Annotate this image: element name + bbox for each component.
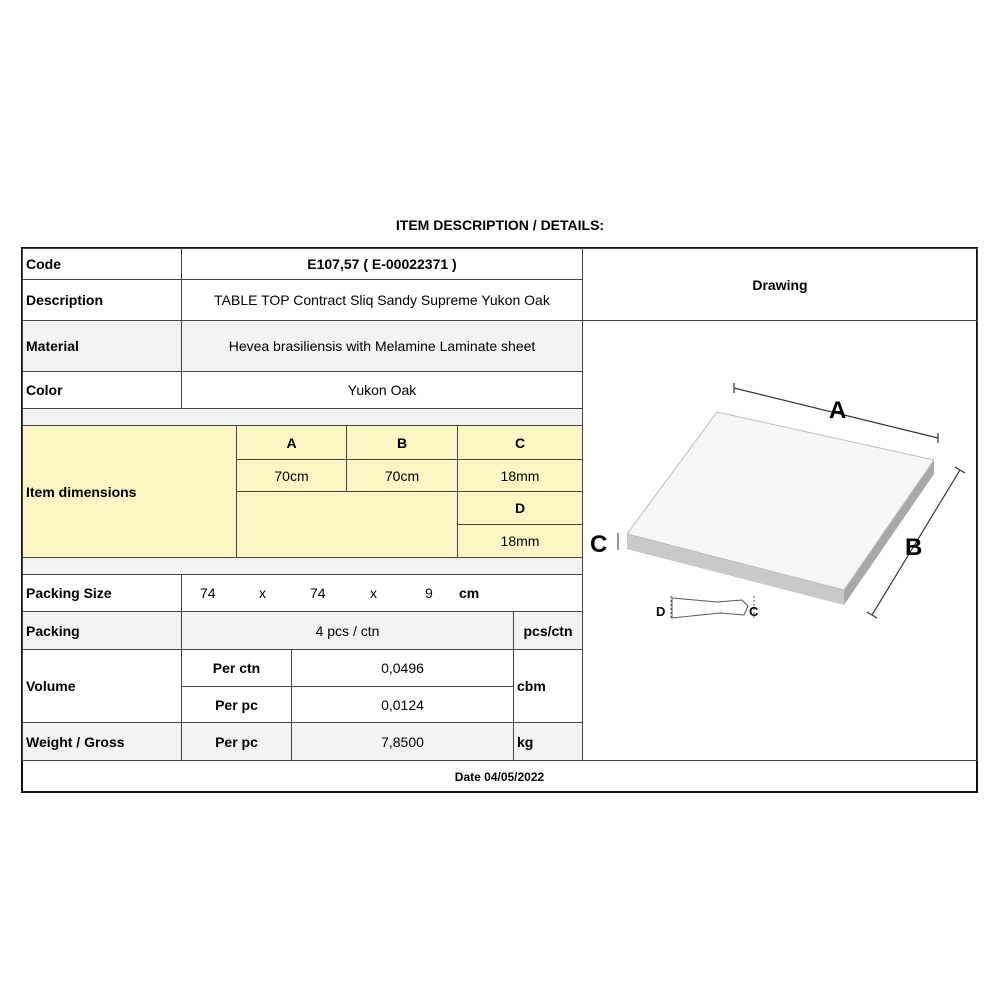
item-dimensions-label: Item dimensions [22, 425, 237, 558]
description-label: Description [22, 279, 182, 321]
footer-date: Date 04/05/2022 [454, 769, 545, 784]
packing-size-x1: x [259, 585, 266, 601]
weight-per-pc-label: Per pc [181, 722, 292, 761]
spacer-row-2 [22, 557, 583, 575]
dim-a-value: 70cm [236, 459, 347, 492]
dim-c-header: C [457, 425, 583, 460]
drawing-label-b: B [905, 534, 923, 561]
spacer-row [22, 408, 583, 426]
table-top-slab [627, 412, 934, 605]
color-value: Yukon Oak [181, 371, 583, 409]
weight-label: Weight / Gross [22, 722, 182, 761]
packing-size-cell [181, 574, 583, 612]
dim-b-value: 70cm [346, 459, 458, 492]
packing-size-x2: x [370, 585, 377, 601]
volume-unit: cbm [513, 649, 583, 723]
color-label: Color [22, 371, 182, 409]
material-value: Hevea brasiliensis with Melamine Laminate sheet [181, 320, 583, 372]
detail-label-c: C [749, 604, 759, 619]
drawing-label-c: C [590, 531, 608, 558]
dim-a-header: A [236, 425, 347, 460]
code-label: Code [22, 248, 182, 280]
detail-label-d: D [656, 604, 666, 619]
dim-c-value: 18mm [457, 459, 583, 492]
dim-b-header: B [346, 425, 458, 460]
weight-unit: kg [513, 722, 583, 761]
table-top-drawing [582, 320, 978, 761]
packing-unit: pcs/ctn [513, 611, 583, 650]
packing-size-unit: cm [459, 585, 480, 601]
packing-size-height: 9 [425, 585, 433, 601]
drawing-header: Drawing [582, 248, 978, 321]
volume-per-pc-value: 0,0124 [291, 686, 514, 723]
packing-label: Packing [22, 611, 182, 650]
weight-value: 7,8500 [291, 722, 514, 761]
dim-empty-cell [236, 491, 458, 558]
packing-size-length: 74 [200, 585, 216, 601]
edge-profile-detail [671, 596, 754, 620]
volume-per-ctn-label: Per ctn [181, 649, 292, 687]
volume-per-ctn-value: 0,0496 [291, 649, 514, 687]
drawing-label-a: A [829, 397, 847, 424]
dim-d-value: 18mm [457, 524, 583, 558]
packing-value: 4 pcs / ctn [181, 611, 514, 650]
packing-size-width: 74 [310, 585, 326, 601]
code-value: E107,57 ( E-00022371 ) [181, 248, 583, 280]
material-label: Material [22, 320, 182, 372]
dim-d-header: D [457, 491, 583, 525]
description-value: TABLE TOP Contract Sliq Sandy Supreme Yukon Oak [181, 279, 583, 321]
volume-per-pc-label: Per pc [181, 686, 292, 723]
page-title: ITEM DESCRIPTION / DETAILS: [395, 217, 605, 233]
packing-size-label: Packing Size [22, 574, 182, 612]
volume-label: Volume [22, 649, 182, 723]
